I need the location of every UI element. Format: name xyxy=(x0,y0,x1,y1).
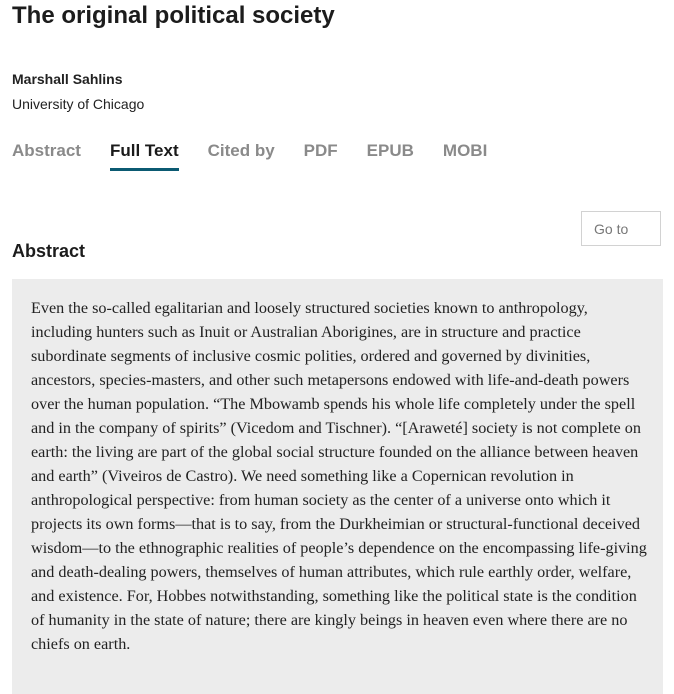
tab-full-text[interactable]: Full Text xyxy=(110,140,179,171)
go-to-button[interactable]: Go to xyxy=(581,211,661,246)
abstract-heading: Abstract xyxy=(12,241,86,261)
author-name[interactable]: Marshall Sahlins xyxy=(12,71,123,87)
tab-cited-by[interactable]: Cited by xyxy=(207,141,275,160)
article-tabs xyxy=(12,140,516,172)
tab-abstract[interactable]: Abstract xyxy=(12,141,81,160)
tab-pdf[interactable]: PDF xyxy=(303,141,338,160)
tab-mobi[interactable]: MOBI xyxy=(442,141,488,160)
abstract-panel xyxy=(12,279,663,694)
tab-epub[interactable]: EPUB xyxy=(366,141,414,160)
author-affiliation: University of Chicago xyxy=(12,96,145,112)
abstract-text: Even the so-called egalitarian and loosely structured societies known to anthropology, including hunters such as Inuit or Australian Aborigines, are in structure and practice subordinate segments of inclusive cosmic polities, ordered and governed by divinities, ancestors, species-masters, and other such metapersons endowed with life-and-death powers over the human population. “The Mbowamb spends his whole life completely under the spell and in the company of spirits” (Vicedom and Tischner). “[Araweté] society is not complete on earth: the living are part of the global social structure founded on the alliance between heaven and earth” (Viveiros de Castro). We need something like a Copernican revolution in anthropological perspective: from human society as the center of a universe onto which it projects its own forms—that is to say, from the Durkheimian or structural-functional deceived wisdom—to the ethnographic realities of people’s dependence on the encompassing life-giving and death-dealing powers, themselves of human attributes, which rule earthly order, welfare, and existence. For, Hobbes notwithstanding, something like the political state is the condition of humanity in the state of nature; there are kingly beings in heaven even where there are no chiefs on earth. xyxy=(31,299,647,653)
article-title: The original political society xyxy=(12,2,335,29)
